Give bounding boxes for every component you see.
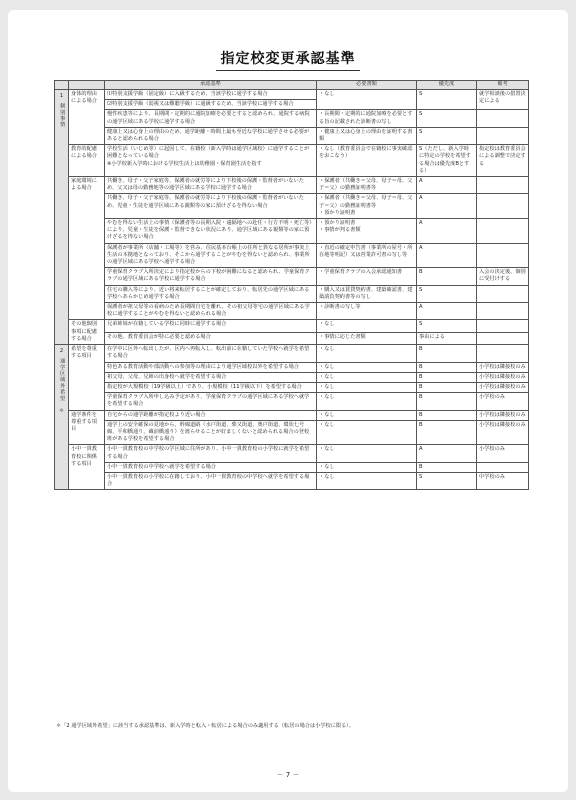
documents-cell: ・健康上又は心身上の理由を証明する書類 [317, 127, 417, 144]
documents-cell: ・なし [317, 420, 417, 445]
documents-cell: ・なし [317, 410, 417, 420]
documents-cell: ・なし（教育委員会で在籍校に事実確認をおこなう） [317, 145, 417, 177]
table-row [55, 268, 529, 285]
documents-cell: ・なし [317, 345, 417, 362]
criteria-cell: 保護者が事業所（店舗・工場等）を営み、住民基本台帳上の住所と異なる居所が事実上生活の本拠地となっており、そこから通学することがやむを得ないと認められ、事業所の通学区域にある学校へ通学する場合 [105, 243, 317, 268]
priority-cell: B [417, 420, 477, 445]
documents-cell: ・なし [317, 462, 417, 472]
note-cell [477, 219, 529, 244]
subcategory-cell: その他個別事項に配慮する場合 [69, 320, 105, 345]
documents-cell: ・購入又は賃貸契約書、建築確認書、建築請負契約書等の写し [317, 285, 417, 302]
documents-cell: ・なし [317, 445, 417, 462]
priority-cell: A [417, 243, 477, 268]
priority-cell: B [417, 372, 477, 382]
priority-cell: A [417, 194, 477, 219]
priority-cell: B [417, 362, 477, 372]
group-number: 1 [59, 93, 64, 99]
table-row [55, 219, 529, 244]
documents-cell: ・保護者（共働き＝父母、母子＝母、父子＝父）の勤務証明書等 [317, 177, 417, 194]
note-cell: 中学校のみ [477, 472, 529, 489]
subcategory-cell: 教育的配慮による場合 [69, 145, 105, 177]
criteria-cell: 慢性疾患等により、長期間・定期的に通院加療を必要とすると認められ、通院する病院の通学区域にある学校に通学する場合 [105, 110, 317, 127]
subcategory-cell: 希望を尊重する項目 [69, 345, 105, 410]
criteria-cell: 保護者が祖父母等の看病のため長期間自宅を離れ、その祖父母等宅の通学区域にある学校に通学することがやむを得ないと認められる場合 [105, 303, 317, 320]
table-row [55, 372, 529, 382]
note-cell: 小学校のみ [477, 393, 529, 410]
table-row [55, 332, 529, 344]
note-cell: 小学校は隣接校のみ [477, 420, 529, 445]
title-underline [216, 70, 360, 71]
priority-cell: S [417, 127, 477, 144]
criteria-cell: 特色ある教育活動や部活動への参加等の理由により通学区域校以外を希望する場合 [105, 362, 317, 372]
note-cell [477, 332, 529, 344]
page-number: － 7 － [276, 771, 300, 779]
priority-cell: B [417, 462, 477, 472]
table-row [55, 410, 529, 420]
note-cell [477, 303, 529, 320]
table-row [55, 145, 529, 177]
header-blank [69, 81, 105, 90]
criteria-cell: 小中一貫教育校の中学校へ就学を希望する場合 [105, 462, 317, 472]
note-cell: 小学校は隣接校のみ [477, 382, 529, 392]
documents-cell: ・なし [317, 372, 417, 382]
table-row [55, 243, 529, 268]
priority-cell: B [417, 382, 477, 392]
priority-cell: B [417, 345, 477, 362]
table-row [55, 320, 529, 332]
table-row [55, 110, 529, 127]
documents-cell: ・長期間・定期的に通院加療を必要とする旨の記載された診断書の写し [317, 110, 417, 127]
criteria-cell: 学童保育クラブ入所申し込み予定があり、学童保育クラブの通学区域にある学校へ就学を希望する場合 [105, 393, 317, 410]
priority-cell: S [417, 285, 477, 302]
criteria-cell: 住宅の購入等により、近い将来転居することが確定しており、転居先の通学区域にある学校へあらかじめ通学する場合 [105, 285, 317, 302]
table-row [55, 345, 529, 362]
documents-cell: ・診断書の写し等 [317, 303, 417, 320]
table-header-row [55, 81, 529, 90]
documents-cell: ・なし [317, 393, 417, 410]
priority-cell: S [417, 472, 477, 489]
group-label: 個別事情 [59, 103, 66, 129]
group-label: 通学区域外希望 [59, 358, 66, 402]
priority-cell: A [417, 303, 477, 320]
note-cell [477, 110, 529, 127]
documents-cell: ・直近の確定申告書（事業所の屋号・所在地等明記）又は営業許可書の写し等 [317, 243, 417, 268]
table-row [55, 420, 529, 445]
table-row [55, 462, 529, 472]
approval-criteria-table [54, 80, 529, 490]
criteria-cell: やむを得ない生活上の事情（保護者等の長期入院・遠隔地への赴任・行方不明・死亡等）により、児童・生徒を保護・監督できない状況にあり、通学区域にある親類等の家に預けざるを得ない場合 [105, 219, 317, 244]
table-row [55, 194, 529, 219]
table-row [55, 177, 529, 194]
note-cell [477, 462, 529, 472]
documents-cell: ・預かり証明書 ・事情が判る書類 [317, 219, 417, 244]
note-cell: 小学校は隣接校のみ [477, 410, 529, 420]
group-label-individual [55, 90, 69, 345]
documents-cell: ・保護者（共働き＝父母、母子＝母、父子＝父）の勤務証明書等 ・預かり証明書 [317, 194, 417, 219]
header-priority: 優先度 [417, 81, 477, 90]
priority-cell: S [417, 90, 477, 110]
priority-cell: B [417, 410, 477, 420]
priority-cell: B [417, 393, 477, 410]
criteria-cell: 在学中に区外へ転出したが、区内へ再転入し、転出前に在籍していた学校へ就学を希望する場合 [105, 345, 317, 362]
note-cell: 指定校は教育委員会による調整で決定する [477, 145, 529, 177]
table-row [55, 382, 529, 392]
table-row [55, 285, 529, 302]
document-page [8, 10, 568, 792]
documents-cell: ・学童保育クラブの入会承認通知書 [317, 268, 417, 285]
group-mark: ＊ [58, 407, 65, 414]
documents-cell: ・なし [317, 362, 417, 372]
criteria-cell: その他、教育委員会が特に必要と認める場合 [105, 332, 317, 344]
subcategory-cell: 小中一貫教育校に関係する項目 [69, 445, 105, 490]
table-row [55, 445, 529, 462]
note-cell: 小学校は隣接校のみ [477, 372, 529, 382]
criteria-cell: 共働き、母子・父子家庭等、保護者の就労等により下校後の保護・監督者がいないため、父又は母の勤務地等の通学区域にある学校に通学する場合 [105, 177, 317, 194]
documents-cell: ・事情に応じた書類 [317, 332, 417, 344]
note-cell: 就学相談後の措置決定による [477, 90, 529, 110]
subcategory-cell: 家庭環境による場合 [69, 177, 105, 320]
documents-cell: ・なし [317, 90, 417, 110]
note-cell [477, 127, 529, 144]
group-number: 2 [59, 348, 64, 355]
header-notes: 備考 [477, 81, 529, 90]
header-criteria: 承認基準 [105, 81, 317, 90]
criteria-cell: 共働き、母子・父子家庭等、保護者の就労等により下校後の保護・監督者がいないため、児童・生徒を通学区域にある親類等の家に預けざるを得ない場合 [105, 194, 317, 219]
criteria-cell: ⑴特別支援学級（固定級）に入級するため、当該学校に通学する場合 [105, 90, 317, 100]
table-row [55, 90, 529, 100]
note-cell: 小学校のみ [477, 445, 529, 462]
priority-cell: S（ただし、新入学時に特定の学校を希望する場合は優先度Bとする） [417, 145, 477, 177]
table-row [55, 393, 529, 410]
criteria-cell: 健康上又は心身上の理由のため、通学距離・時間上最も至近な学校に通学させる必要があると認められる場合 [105, 127, 317, 144]
header-documents: 必要書類 [317, 81, 417, 90]
priority-cell: A [417, 219, 477, 244]
priority-cell: A [417, 445, 477, 462]
criteria-cell: 祖父母、父母、兄姉の出身校へ就学を希望する場合 [105, 372, 317, 382]
priority-cell: S [417, 320, 477, 332]
note-cell [477, 345, 529, 362]
note-cell [477, 285, 529, 302]
criteria-cell: 自宅からの通学距離が指定校より近い場合 [105, 410, 317, 420]
criteria-cell: 通学上の安全確保の見地から、幹線道路（水戸街道、柴又街道、奥戸街道、環状七号線、平和橋通り、蔵前橋通り）を渡らせることが好ましくないと認められる場合の登校班がある学校を希望する場合 [105, 420, 317, 445]
subcategory-cell: 身体的理由による場合 [69, 90, 105, 145]
documents-cell: ・なし [317, 320, 417, 332]
criteria-cell: ⑵特別支援学級（弱視又は難聴学級）に通級するため、当該学校に通学する場合 [105, 100, 317, 110]
criteria-cell: 指定校が大規模校（19学級以上）であり、小規模校（11学級以下）を希望する場合 [105, 382, 317, 392]
note-cell: 入会の決定後、個別に受付けする [477, 268, 529, 285]
priority-cell: 事由による [417, 332, 477, 344]
table-row [55, 472, 529, 489]
note-cell [477, 320, 529, 332]
criteria-cell: 学童保育クラブ入所決定により指定校からの下校が困難になると認められ、学童保育クラブの通学区域にある学校に通学する場合 [105, 268, 317, 285]
note-cell: 小学校は隣接校のみ [477, 362, 529, 372]
criteria-cell: 小中一貫教育校の小学校に在籍しており、小中一貫教育校の中学校へ就学を希望する場合 [105, 472, 317, 489]
priority-cell: A [417, 177, 477, 194]
note-cell [477, 177, 529, 194]
note-cell [477, 243, 529, 268]
table-row [55, 362, 529, 372]
document-title: 指定校変更承認基準 [220, 51, 356, 67]
header-blank [55, 81, 69, 90]
priority-cell: S [417, 110, 477, 127]
subcategory-cell: 通学条件を尊重する項目 [69, 410, 105, 445]
table-row [55, 303, 529, 320]
table-row [55, 127, 529, 144]
footnote: ＊「2 通学区域外希望」に該当する承認基準は、新入学時と転入・転居による場合のみ適用する（転居の場合は小学校に限る）。 [56, 723, 355, 729]
documents-cell: ・なし [317, 472, 417, 489]
documents-cell: ・なし [317, 382, 417, 392]
criteria-cell: 小中一貫教育校の中学校の学区域に住所があり、小中一貫教育校の小学校に就学を希望する場合 [105, 445, 317, 462]
group-label-out-of-district [55, 345, 69, 490]
priority-cell: B [417, 268, 477, 285]
criteria-cell: 学校生活（いじめ等）に起因して、在籍校（新入学時は通学区域校）に通学することが困難となっている場合 ※小学校新入学時における学校生活上は幼稚園・保育園生活を指す [105, 145, 317, 177]
criteria-cell: 兄弟姉妹が在籍している学校に同時に通学する場合 [105, 320, 317, 332]
note-cell [477, 194, 529, 219]
